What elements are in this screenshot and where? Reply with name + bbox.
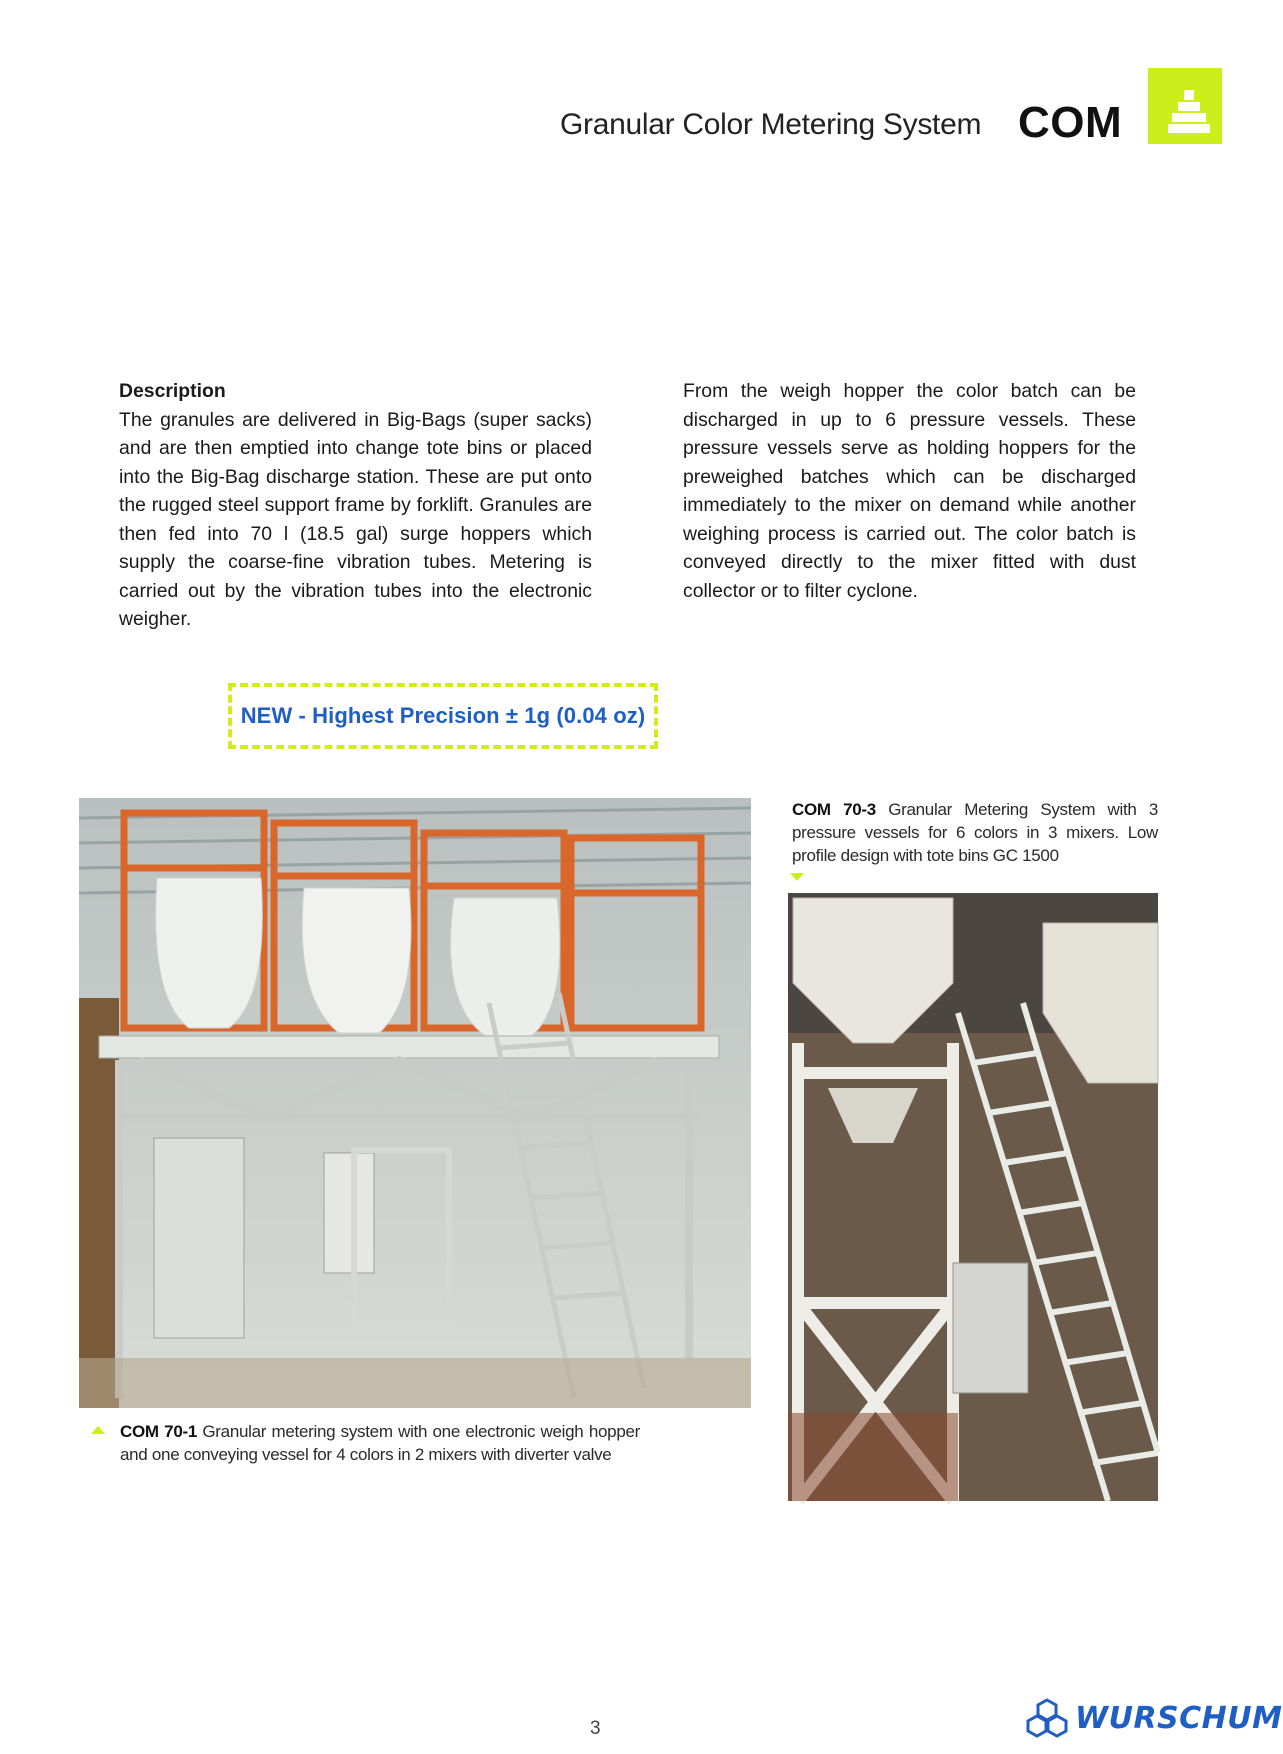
brand-hexagon-icon: [1025, 1698, 1069, 1738]
description-heading: Description: [119, 380, 226, 402]
caption-com-70-1-text: Granular metering system with one electronic weigh hopper and one conveying vessel for 4 colors in 2 mixers with diverter valve: [120, 1422, 640, 1464]
brand-logo: [1025, 1698, 1283, 1738]
description-left-column: [119, 377, 592, 634]
header-subtitle: Granular Color Metering System: [560, 108, 982, 141]
photo-com-70-3: [788, 893, 1158, 1501]
caption-com-70-1: [120, 1420, 640, 1466]
caption-pointer-down-icon: [790, 873, 804, 881]
caption-pointer-up-icon: [91, 1426, 105, 1434]
brand-name: WURSCHUM: [1075, 1700, 1283, 1736]
description-right-text: From the weigh hopper the color batch can be discharged in up to 6 pressure vessels. These pressure vessels serve as holding hoppers for the preweighed batches which can be discharged immediately to the mixer on demand while another weighing process is carried out. The color batch is conveyed directly to the mixer fitted with dust collector or to filter cyclone.: [683, 380, 1136, 602]
highlight-text: NEW - Highest Precision ± 1g (0.04 oz): [240, 703, 646, 728]
section-logo-icon: [1148, 68, 1222, 144]
header-code: COM: [1018, 98, 1123, 147]
caption-com-70-3-model: COM 70-3: [792, 800, 876, 819]
page-number: 3: [590, 1718, 601, 1739]
caption-com-70-3: [792, 798, 1158, 867]
caption-com-70-1-model: COM 70-1: [120, 1422, 197, 1441]
highlight-box: [228, 683, 658, 749]
photo-com-70-1: [79, 798, 751, 1408]
description-right-column: [683, 377, 1136, 605]
caption-com-70-3-text: Granular Metering System with 3 pressure vessels for 6 colors in 3 mixers. Low profile design with tote bins GC 1500: [792, 800, 1158, 865]
description-left-text: The granules are delivered in Big-Bags (super sacks) and are then emptied into change tote bins or placed into the Big-Bag discharge station. These are put onto the rugged steel support frame by forklift. Granules are then fed into 70 l (18.5 gal) surge hoppers which supply the coarse-fine vibration tubes. Metering is carried out by the vibration tubes into the electronic weigher.: [119, 408, 592, 630]
